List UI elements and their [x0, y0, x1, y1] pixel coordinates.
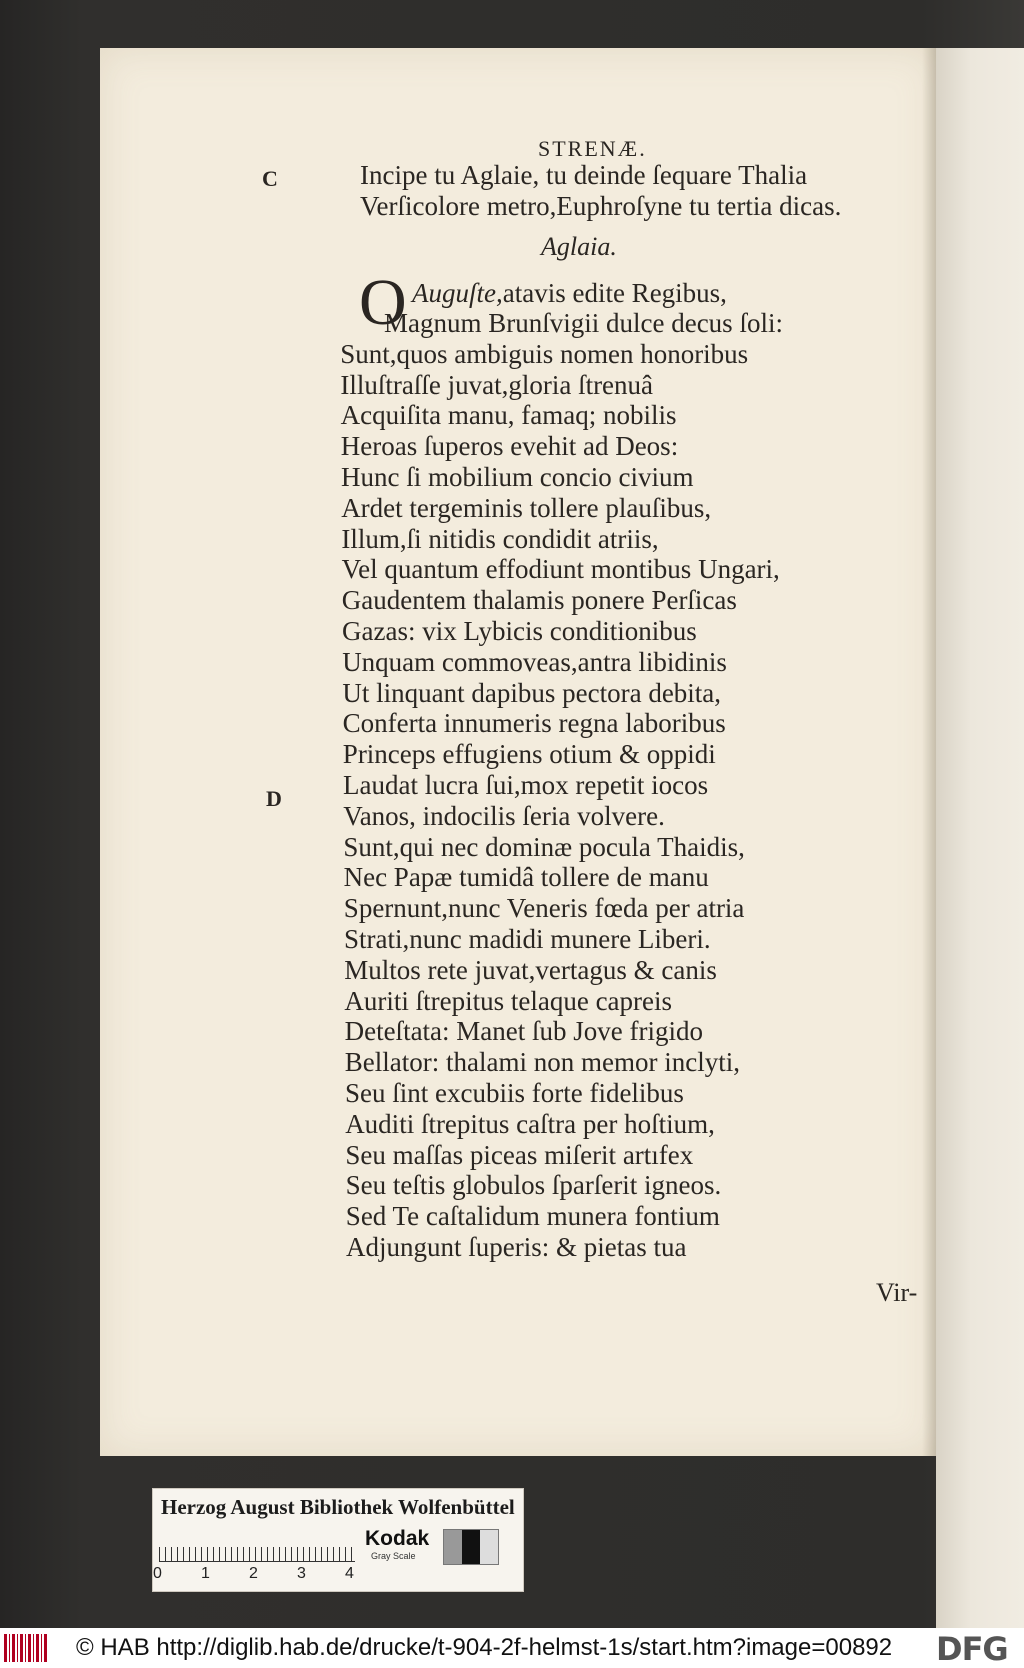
verse-addressee: Auguſte, [412, 278, 503, 308]
verse-line: Illuſtraſſe juvat,gloria ſtrenuâ [340, 369, 654, 400]
verse-line: Vanos, indocilis ſeria volvere. [343, 800, 665, 831]
verse-line: Vel quantum effodiunt montibus Ungari, [341, 554, 780, 585]
book-page [100, 48, 936, 1456]
drop-capital: O [359, 266, 407, 339]
ruler-number: 4 [345, 1565, 354, 1582]
ruler-number: 0 [153, 1565, 162, 1582]
verse-line: Laudat lucra ſui,mox repetit iocos [343, 770, 709, 800]
verse-line: Seu ſint excubiis forte fidelibus [345, 1078, 684, 1108]
catchword: Vir- [876, 1278, 918, 1307]
ruler-number: 1 [201, 1565, 210, 1582]
verse-line: Seu teſtis globulos ſparſerit igneos. [345, 1170, 722, 1201]
kodak-brand: Kodak [365, 1527, 430, 1550]
measurement-ruler [159, 1531, 355, 1562]
intro-line: Verſicolore metro,Euphroſyne tu tertia dicas. [360, 191, 842, 221]
verse-line: Conferta innumeris regna laboribus [342, 708, 726, 739]
verse-line: Bellator: thalami non memor inclyti, [344, 1047, 740, 1078]
verse-line: Deteſtata: Manet ſub Jove frigido [344, 1016, 703, 1047]
verse-line: Illum,ſi nitidis condidit atriis, [341, 523, 659, 554]
margin-marker-d: D [266, 786, 282, 811]
verse-line: Hunc ſi mobilium concio civium [341, 462, 694, 492]
verse-line: Princeps effugiens otium & oppidi [342, 739, 716, 770]
running-header: STRENÆ. [538, 136, 647, 161]
library-name: Herzog August Bibliothek Wolfenbüttel [161, 1495, 515, 1519]
verse-line: Seu maſſas piceas miſerit artıfex [345, 1139, 694, 1170]
barcode-icon [4, 1634, 48, 1662]
intro-line: Incipe tu Aglaie, tu deinde ſequare Thalia [360, 160, 808, 190]
source-url-text[interactable]: © HAB http://diglib.hab.de/drucke/t-904-2f-helmst-1s/start.htm?image=00892 [76, 1634, 893, 1661]
verse-line: Multos rete juvat,vertagus & canis [344, 954, 717, 985]
verse-line: Ut linquant dapibus pectora debita, [342, 677, 722, 708]
gray-scale-caption: Gray Scale [371, 1551, 416, 1561]
facing-page-edge [936, 48, 1024, 1628]
ruler-number: 3 [297, 1565, 306, 1582]
verse-line: Adjungunt ſuperis: & pietas tua [346, 1232, 687, 1262]
verse-line: Strati,nunc madidi munere Liberi. [344, 924, 711, 954]
dfg-logo: DFG [936, 1630, 1008, 1668]
verse-line: Ardet tergeminis tollere plauſibus, [341, 492, 712, 523]
verse-line: Heroas ſuperos evehit ad Deos: [340, 431, 679, 462]
verse-line: Auditi ſtrepitus caſtra per hoſtium, [345, 1108, 715, 1139]
verse-line: Gaudentem thalamis ponere Perſicas [341, 585, 737, 616]
verse-line: Acquiſita manu, famaq; nobilis [340, 400, 677, 431]
footer-bar [0, 1628, 1024, 1668]
verse-line: Spernunt,nunc Veneris fœda per atria [343, 893, 745, 924]
gray-scale-swatch [443, 1529, 499, 1565]
verse-line: Unquam commoveas,antra libidinis [342, 646, 727, 677]
verse-line: Magnum Brunſvigii dulce decus ſoli: [384, 308, 783, 338]
verse-line-first [412, 278, 727, 309]
verse-line: Gazas: vix Lybicis conditionibus [342, 616, 697, 646]
verse-line: Sunt,qui nec dominæ pocula Thaidis, [343, 831, 745, 862]
verse-line: Sed Te caſtalidum munera fontium [345, 1201, 720, 1232]
verse-line: Auriti ſtrepitus telaque capreis [344, 985, 673, 1016]
verse-line-rest: atavis edite Regibus, [502, 278, 727, 308]
ruler-number: 2 [249, 1565, 258, 1582]
verse-line: Nec Papæ tumidâ tollere de manu [343, 862, 709, 893]
section-title: Aglaia. [541, 232, 617, 261]
library-color-scale-label [152, 1488, 524, 1592]
verse-line: Sunt,quos ambiguis nomen honoribus [340, 338, 749, 369]
margin-marker-c: C [262, 166, 278, 191]
